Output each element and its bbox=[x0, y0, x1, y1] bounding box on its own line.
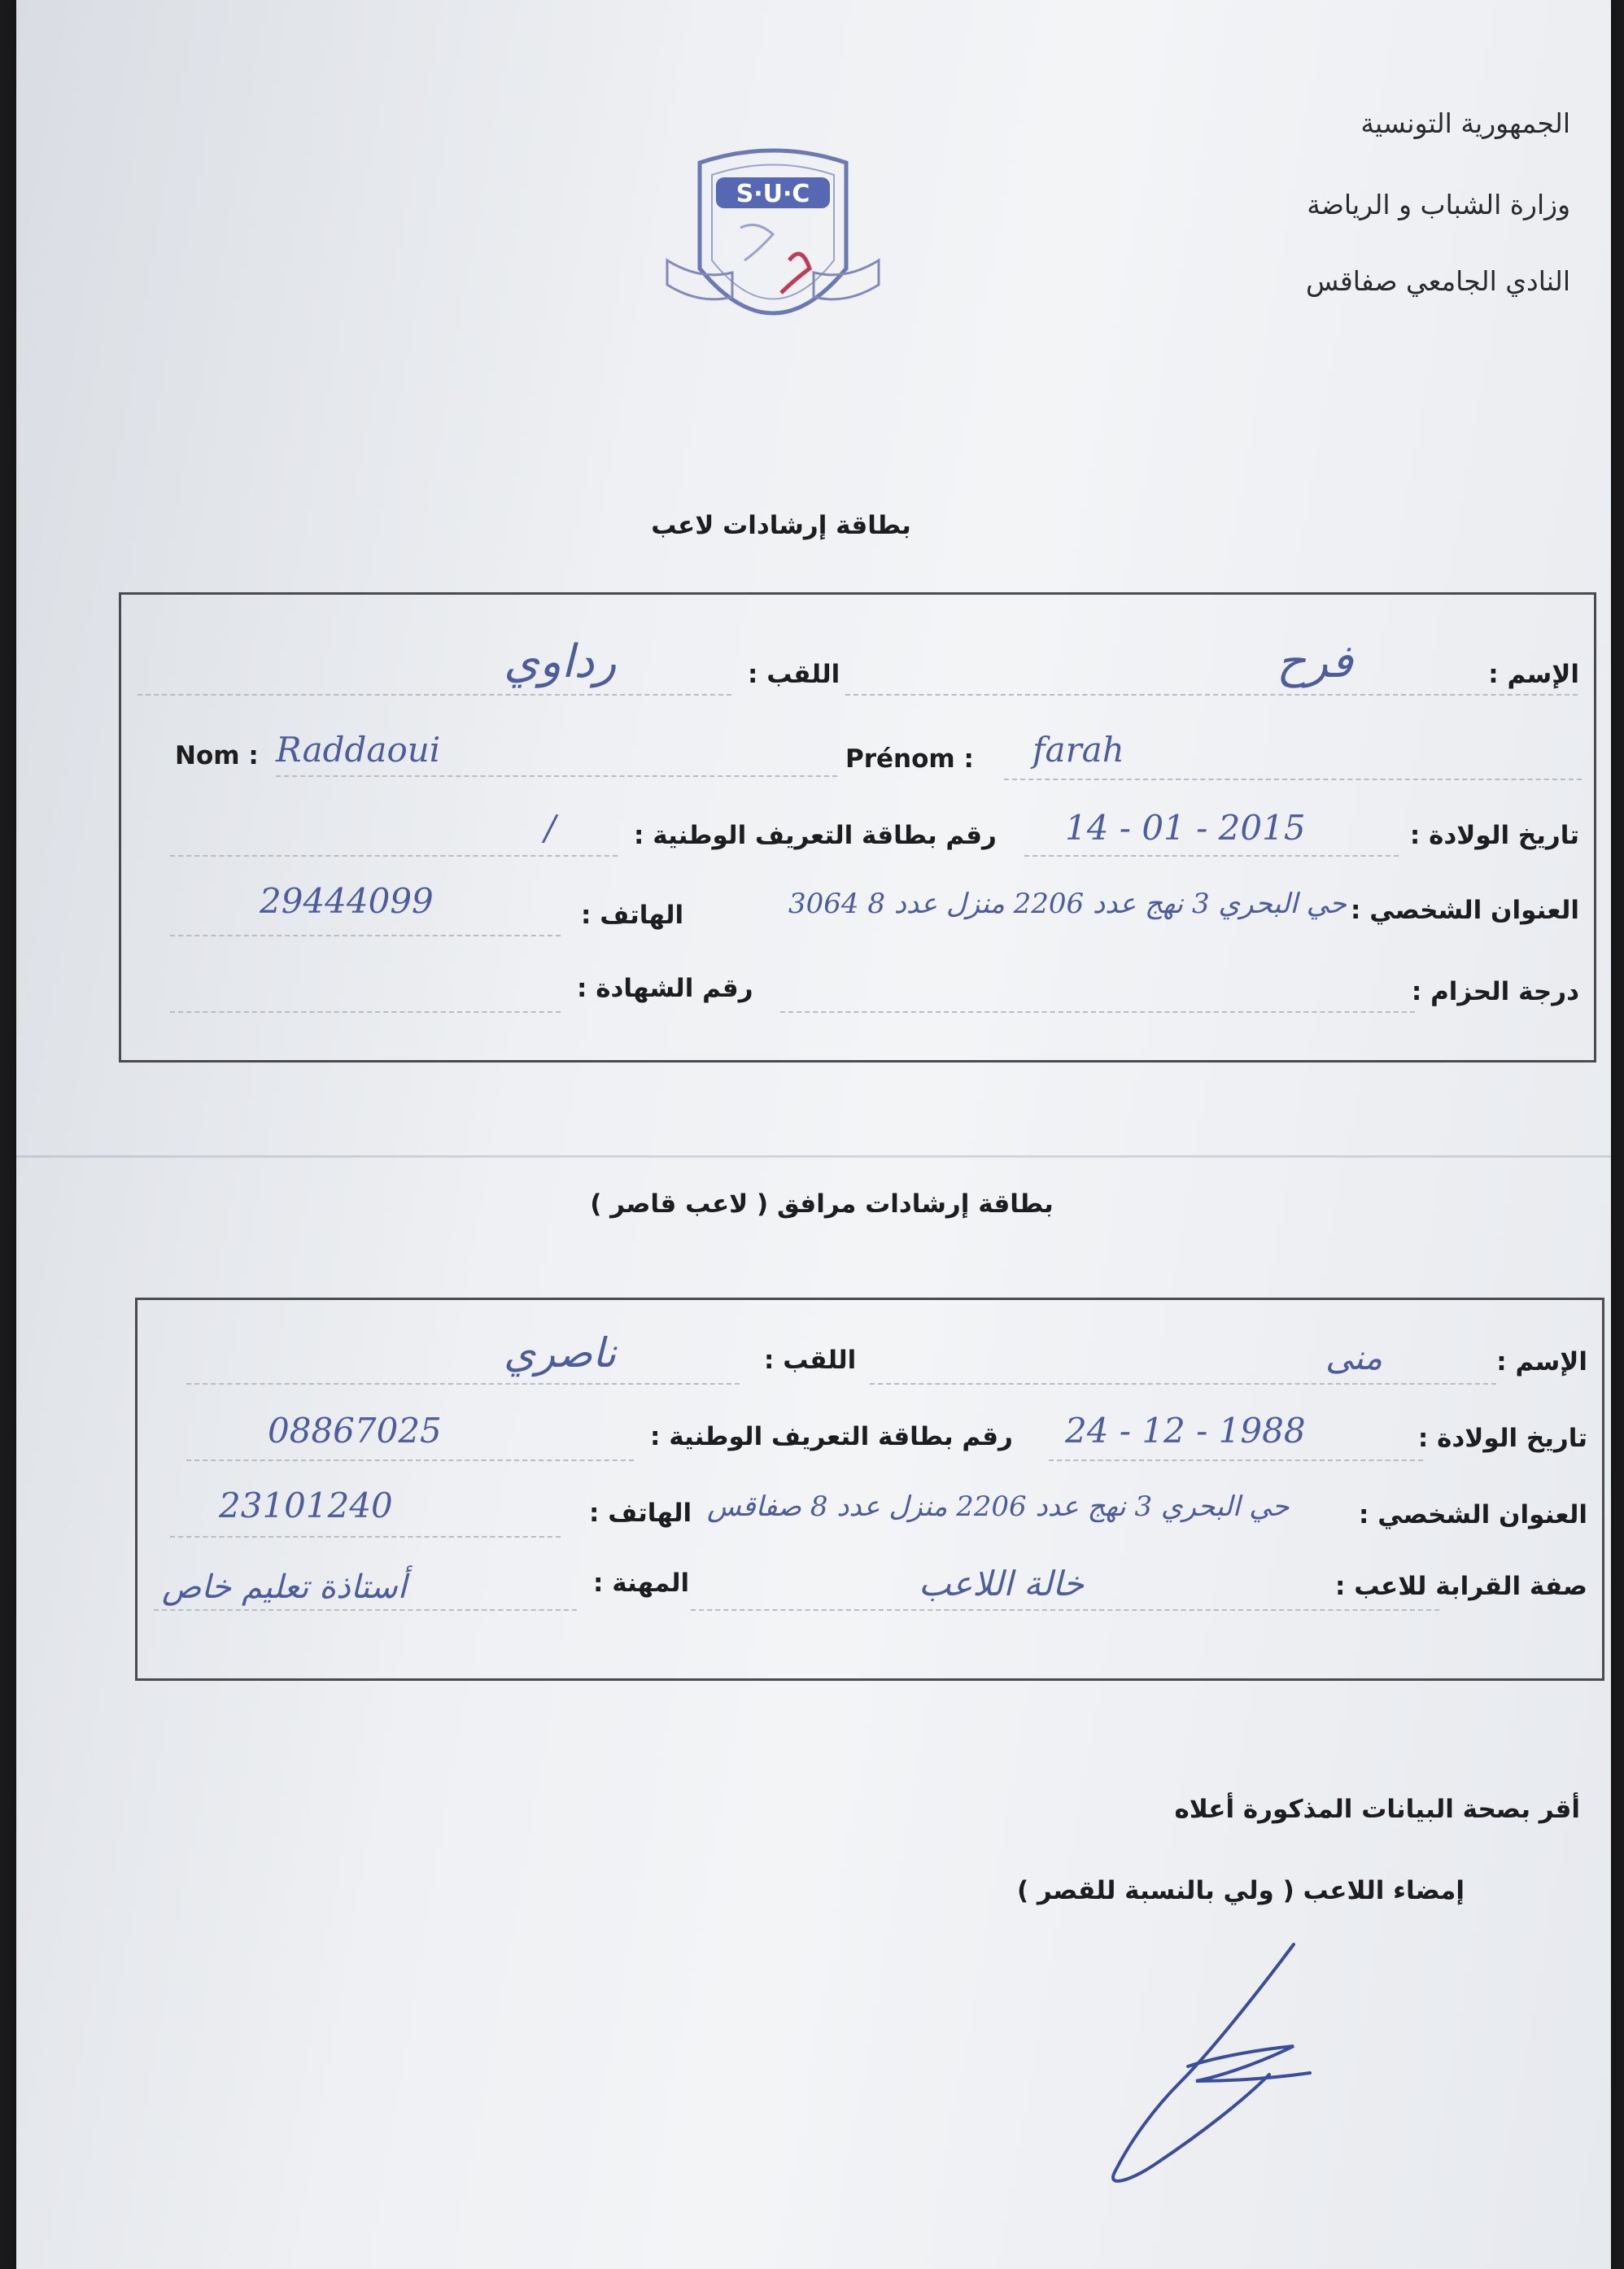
player-address-label: العنوان الشخصي : bbox=[1351, 896, 1579, 925]
player-address-value: حي البحري 3 نهج عدد 2206 منزل عدد 8 3064 bbox=[788, 888, 1347, 920]
svg-text:S·U·C: S·U·C bbox=[736, 180, 810, 208]
guardian-relation-value: خالة اللاعب bbox=[919, 1564, 1085, 1604]
guardian-address-value: حي البحري 3 نهج عدد 2206 منزل عدد 8 صفاقس bbox=[707, 1490, 1290, 1523]
guardian-id-value: 08867025 bbox=[268, 1411, 442, 1451]
player-belt-label: درجة الحزام : bbox=[1411, 977, 1579, 1006]
player-birthdate-label: تاريخ الولادة : bbox=[1409, 821, 1579, 850]
player-surname-value: رداوي bbox=[504, 635, 617, 688]
guardian-surname-label: اللقب : bbox=[764, 1346, 857, 1375]
guardian-birthdate-label: تاريخ الولادة : bbox=[1417, 1424, 1587, 1453]
player-prenom-value: farah bbox=[1032, 730, 1124, 770]
guardian-birthdate-value: 24 - 12 - 1988 bbox=[1065, 1411, 1306, 1451]
guardian-surname-value: ناصري bbox=[504, 1329, 617, 1377]
player-prenom-label: Prénom : bbox=[845, 744, 974, 774]
player-nom-label: Nom : bbox=[175, 741, 259, 770]
club-logo-icon bbox=[651, 138, 895, 374]
player-surname-label: اللقب : bbox=[748, 660, 840, 689]
player-birthdate-value: 14 - 01 - 2015 bbox=[1065, 808, 1306, 848]
player-name-value: فرح bbox=[1277, 635, 1353, 688]
signature-icon bbox=[1082, 1936, 1375, 2205]
guardian-job-label: المهنة : bbox=[593, 1569, 690, 1598]
guardian-card-box bbox=[135, 1298, 1604, 1681]
guardian-address-label: العنوان الشخصي : bbox=[1359, 1500, 1587, 1529]
player-card-box bbox=[119, 592, 1596, 1063]
header-club: النادي الجامعي صفاقس bbox=[1305, 265, 1570, 297]
guardian-name-label: الإسم : bbox=[1496, 1347, 1587, 1377]
guardian-name-value: منى bbox=[1325, 1337, 1383, 1377]
guardian-card-title: بطاقة إرشادات مرافق ( لاعب قاصر ) bbox=[590, 1189, 1054, 1219]
header-ministry: وزارة الشباب و الرياضة bbox=[1307, 189, 1570, 220]
player-id-value: / bbox=[544, 808, 557, 848]
header-country: الجمهورية التونسية bbox=[1360, 107, 1570, 139]
player-phone-label: الهاتف : bbox=[581, 901, 684, 930]
guardian-relation-label: صفة القرابة للاعب : bbox=[1335, 1572, 1587, 1601]
declaration-text: أقر بصحة البيانات المذكورة أعلاه bbox=[1174, 1795, 1580, 1824]
player-name-label: الإسم : bbox=[1488, 660, 1579, 689]
player-nom-value: Raddaoui bbox=[276, 730, 441, 770]
guardian-phone-label: الهاتف : bbox=[589, 1499, 692, 1528]
player-cert-label: رقم الشهادة : bbox=[577, 974, 753, 1003]
guardian-phone-value: 23101240 bbox=[219, 1486, 393, 1525]
guardian-job-value: أستاذة تعليم خاص bbox=[162, 1569, 407, 1606]
paper-fold bbox=[16, 1155, 1611, 1158]
player-id-label: رقم بطاقة التعريف الوطنية : bbox=[634, 821, 997, 850]
registration-form-paper bbox=[16, 0, 1611, 2269]
signature-label: إمضاء اللاعب ( ولي بالنسبة للقصر ) bbox=[1016, 1876, 1465, 1905]
guardian-id-label: رقم بطاقة التعريف الوطنية : bbox=[650, 1422, 1013, 1451]
player-phone-value: 29444099 bbox=[260, 881, 434, 921]
player-card-title: بطاقة إرشادات لاعب bbox=[651, 511, 911, 540]
